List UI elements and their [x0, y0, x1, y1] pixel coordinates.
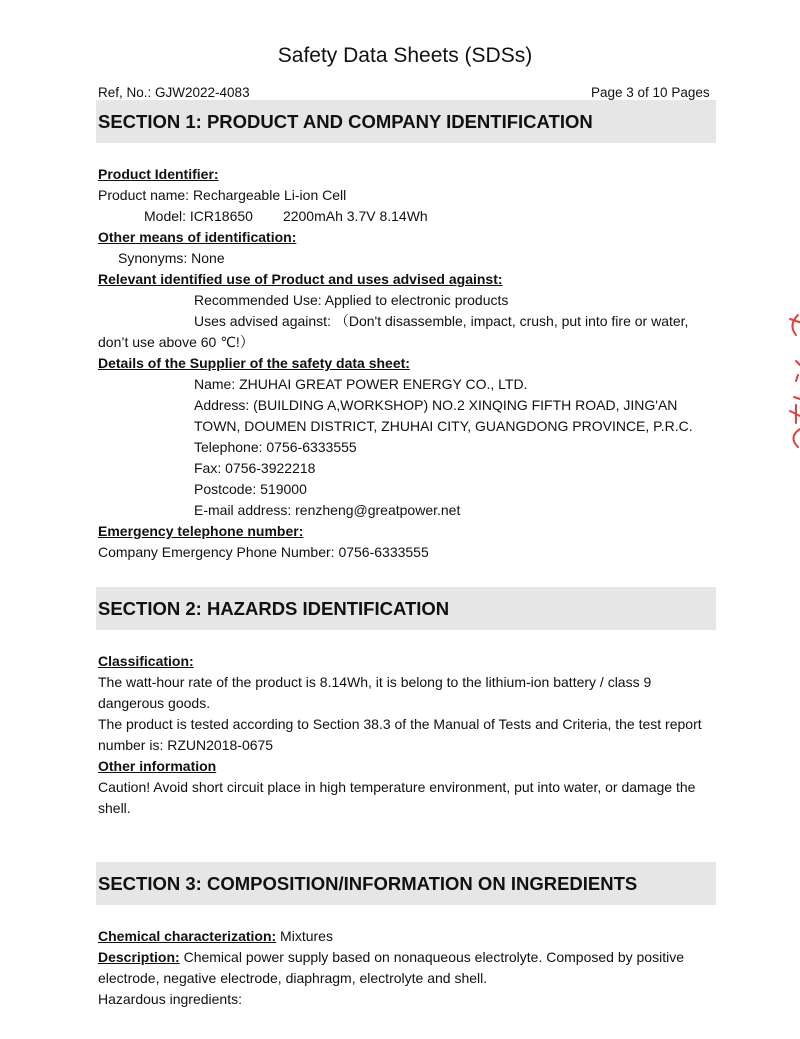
section-1-body — [98, 164, 714, 563]
chemical-characterization-value: Mixtures — [276, 928, 333, 944]
supplier-heading: Details of the Supplier of the safety data sheet: — [98, 355, 410, 371]
uses-advised-against: Uses advised against: （Don't disassemble, impact, crush, put into fire or water, — [194, 313, 689, 329]
supplier-email: E-mail address: renzheng@greatpower.net — [194, 502, 461, 518]
classification-text: The watt-hour rate of the product is 8.14Wh, it is belong to the lithium-ion battery / class 9 — [98, 674, 652, 690]
section-3-body — [98, 926, 714, 1010]
emergency-heading: Emergency telephone number: — [98, 523, 304, 539]
description-text-cont: electrode, negative electrode, diaphragm, electrolyte and shell. — [98, 970, 488, 986]
synonyms: Synonyms: None — [118, 250, 225, 266]
model-spec: 2200mAh 3.7V 8.14Wh — [282, 208, 428, 224]
supplier-name: Name: ZHUHAI GREAT POWER ENERGY CO., LTD. — [194, 376, 528, 392]
recommended-use: Recommended Use: Applied to electronic products — [194, 292, 509, 308]
classification-text-cont: dangerous goods. — [98, 695, 211, 711]
uses-advised-against-cont: don’t use above 60 ℃!） — [98, 334, 254, 350]
description-label: Description: — [98, 949, 180, 965]
other-means-heading: Other means of identification: — [98, 229, 297, 245]
supplier-address: Address: (BUILDING A,WORKSHOP) NO.2 XINQING FIFTH ROAD, JING'AN — [194, 397, 678, 413]
description-text: Chemical power supply based on nonaqueous electrolyte. Composed by positive — [179, 949, 684, 965]
test-report-text: The product is tested according to Section 38.3 of the Manual of Tests and Criteria, the test report — [98, 716, 702, 732]
emergency-phone: Company Emergency Phone Number: 0756-6333555 — [98, 544, 429, 560]
relevant-use-heading: Relevant identified use of Product and uses advised against: — [98, 271, 503, 287]
classification-heading: Classification: — [98, 653, 194, 669]
product-identifier-heading: Product Identifier: — [98, 166, 219, 182]
model-label: Model: ICR18650 — [144, 208, 253, 224]
seal-stamp — [776, 305, 800, 455]
description — [98, 947, 714, 968]
supplier-telephone: Telephone: 0756-6333555 — [194, 439, 357, 455]
section-1-title: SECTION 1: PRODUCT AND COMPANY IDENTIFICATION — [98, 111, 593, 132]
chemical-characterization-label: Chemical characterization: — [98, 928, 277, 944]
caution-text: Caution! Avoid short circuit place in high temperature environment, put into water, or damage the — [98, 779, 696, 795]
section-3-title: SECTION 3: COMPOSITION/INFORMATION ON INGREDIENTS — [98, 873, 638, 894]
hazardous-ingredients: Hazardous ingredients: — [98, 991, 242, 1007]
test-report-text-cont: number is: RZUN2018-0675 — [98, 737, 274, 753]
model-line — [98, 206, 714, 227]
section-2-header — [96, 587, 716, 630]
section-2-title: SECTION 2: HAZARDS IDENTIFICATION — [98, 598, 450, 619]
supplier-fax: Fax: 0756-3922218 — [194, 460, 316, 476]
supplier-address-cont: TOWN, DOUMEN DISTRICT, ZHUHAI CITY, GUANGDONG PROVINCE, P.R.C. — [194, 418, 693, 434]
reference-number: Ref, No.: GJW2022-4083 — [98, 85, 250, 100]
section-1-header — [96, 100, 716, 143]
section-2-body — [98, 651, 714, 819]
page-number: Page 3 of 10 Pages — [591, 85, 710, 100]
other-information-heading: Other information — [98, 758, 217, 774]
product-name: Product name: Rechargeable Li-ion Cell — [98, 187, 347, 203]
section-3-header — [96, 862, 716, 905]
caution-text-cont: shell. — [98, 800, 131, 816]
page-title: Safety Data Sheets (SDSs) — [277, 44, 533, 67]
chemical-characterization — [98, 926, 714, 947]
supplier-postcode: Postcode: 519000 — [194, 481, 307, 497]
